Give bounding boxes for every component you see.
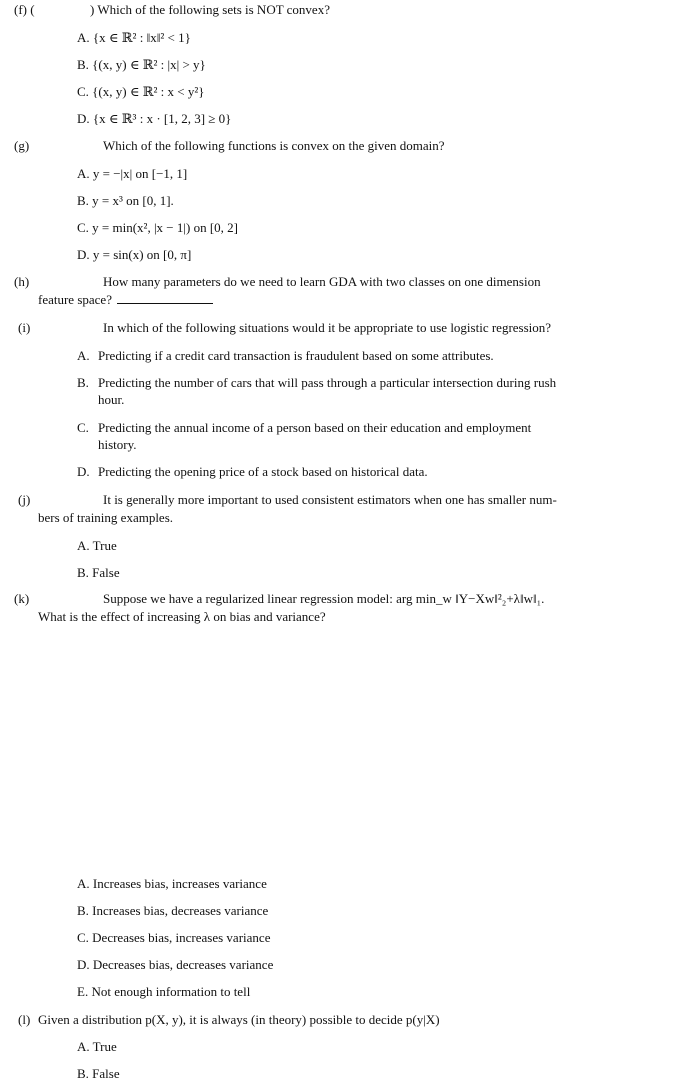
question-j-option-b: B. False [77,565,120,580]
answer-blank[interactable] [117,292,213,304]
question-h-text-line2: feature space? [38,292,112,307]
question-k-option-d: D. Decreases bias, decreases variance [77,957,274,972]
question-k-option-b: B. Increases bias, decreases variance [77,903,269,918]
question-i-option-a-letter: A. [77,348,90,363]
question-i-option-d-letter: D. [77,464,90,479]
question-i-option-b-text-cont: hour. [98,392,125,407]
question-j-option-a: A. True [77,538,117,553]
question-i-option-a-text: Predicting if a credit card transaction is fraudulent based on some attributes. [98,348,494,363]
question-g-text: Which of the following functions is convex on the given domain? [103,138,445,153]
question-i-number: (i) [18,320,31,335]
question-i-option-b-letter: B. [77,375,89,390]
question-g-option-c: C. y = min(x², |x − 1|) on [0, 2] [77,220,238,235]
question-f-number: (f) ( [14,2,35,17]
question-k-number: (k) [14,591,30,606]
question-i-option-b-text: Predicting the number of cars that will pass through a particular intersection during rush [98,375,557,390]
question-g-number: (g) [14,138,30,153]
question-f-option-d: D. {x ∈ ℝ³ : x · [1, 2, 3] ≥ 0} [77,111,232,126]
question-k-text-line2: What is the effect of increasing λ on bias and variance? [38,609,326,624]
question-i-option-d-text: Predicting the opening price of a stock based on historical data. [98,464,428,479]
question-k-text-line1: Suppose we have a regularized linear regression model: arg min_w ‖Y−Xw‖²₂+λ‖w‖₁. [103,591,545,606]
question-l-option-a: A. True [77,1039,117,1054]
question-f-text: ) Which of the following sets is NOT convex? [90,2,330,17]
question-i-text: In which of the following situations would it be appropriate to use logistic regression? [103,320,552,335]
question-l-option-b: B. False [77,1066,120,1081]
question-f-option-b: B. {(x, y) ∈ ℝ² : |x| > y} [77,57,206,72]
question-h-text-line1: How many parameters do we need to learn GDA with two classes on one dimension [103,274,541,289]
question-g-option-b: B. y = x³ on [0, 1]. [77,193,174,208]
question-h-line2 [38,292,213,308]
question-k-option-c: C. Decreases bias, increases variance [77,930,271,945]
question-g-option-a: A. y = −|x| on [−1, 1] [77,166,188,181]
question-k-option-a: A. Increases bias, increases variance [77,876,267,891]
question-l-text: Given a distribution p(X, y), it is always (in theory) possible to decide p(y|X) [38,1012,440,1027]
question-h-number: (h) [14,274,30,289]
question-l-number: (l) [18,1012,31,1027]
question-g-option-d: D. y = sin(x) on [0, π] [77,247,192,262]
question-j-text-line2: bers of training examples. [38,510,174,525]
question-j-number: (j) [18,492,31,507]
question-i-option-c-text: Predicting the annual income of a person based on their education and employment [98,420,532,435]
question-f-option-c: C. {(x, y) ∈ ℝ² : x < y²} [77,84,205,99]
question-i-option-c-letter: C. [77,420,89,435]
question-f-option-a: A. {x ∈ ℝ² : ‖x‖² < 1} [77,30,191,45]
question-i-option-c-text-cont: history. [98,437,137,452]
question-j-text-line1: It is generally more important to used consistent estimators when one has smaller num- [103,492,557,507]
question-k-option-e: E. Not enough information to tell [77,984,251,999]
